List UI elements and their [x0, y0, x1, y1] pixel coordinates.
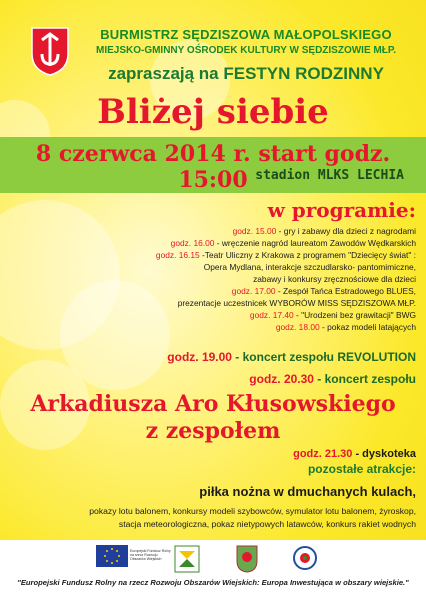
artist-line-1: Arkadiusza Aro Kłusowskiego — [30, 391, 396, 417]
program-item-time: godz. 16.00 — [170, 238, 215, 248]
attractions-line-1: pokazy lotu balonem, konkursy modeli szybowców, symulator lotu balonem, żyroskop, — [89, 506, 416, 516]
program-item — [6, 226, 416, 237]
program-item-time: godz. 17.00 — [231, 286, 276, 296]
concert-1-time: godz. 19.00 — [167, 350, 232, 364]
eu-fund-text: Europejski Fundusz Rolny na rzecz Rozwoju Obszarów Wiejskich — [130, 549, 171, 561]
program-item-text: - pokaz modeli latających — [319, 322, 416, 332]
disco — [293, 448, 416, 460]
program-item-text: -Teatr Uliczny z Krakowa z programem "Dziecięcy świat" : — [199, 250, 416, 260]
program-item — [6, 238, 416, 249]
date-line: 8 czerwca 2014 r. start godz. 15:00 — [35, 141, 391, 193]
artist-line-2: z zespołem — [145, 418, 281, 444]
sponsor-logos — [0, 545, 426, 579]
invite-text: zapraszają na FESTYN RODZINNY — [108, 64, 384, 83]
program-item — [6, 322, 416, 333]
eu-flag-icon — [96, 545, 128, 569]
program-item-text: - "Urodzeni bez grawitacji" BWG — [293, 310, 416, 320]
program-item-time: godz. 18.00 — [275, 322, 320, 332]
disco-time: godz. 21.30 — [293, 448, 353, 460]
program-item — [6, 310, 416, 321]
other-attractions-heading: pozostałe atrakcje: — [307, 462, 416, 476]
program-item-text: - wręczenie nagród laureatom Zawodów Wędkarskich — [214, 238, 416, 248]
coorganizer-text: MIEJSKO-GMINNY OŚRODEK KULTURY W SĘDZISZOWIE MŁP. — [95, 45, 397, 56]
program-item-text: Opera Mydlana, interakcje szczudlarsko- pantomimiczne, — [203, 262, 416, 272]
program-item — [6, 286, 416, 297]
concert-1-text: - koncert zespołu REVOLUTION — [231, 350, 416, 364]
program-item-time: godz. 16.15 — [155, 250, 200, 260]
program-item-text: prezentacje uczestnicek WYBORÓW MISS SĘDZISZOWA MŁP. — [177, 298, 416, 308]
venue-text: stadion MLKS LECHIA — [255, 168, 404, 183]
program-item-time: godz. 17.40 — [249, 310, 294, 320]
concert-2-time: godz. 20.30 — [249, 372, 314, 386]
municipal-crest-icon — [236, 545, 258, 573]
program-heading: w programie: — [267, 198, 416, 222]
regional-logo-icon — [292, 545, 318, 573]
concert-1 — [6, 350, 416, 364]
disco-text: - dyskoteka — [352, 448, 416, 460]
program-item-text: - Zespół Tańca Estradowego BLUES, — [275, 286, 416, 296]
program-item — [6, 274, 416, 285]
football-text: piłka nożna w dmuchanych kulach, — [199, 484, 416, 499]
program-item — [6, 262, 416, 273]
event-title: Bliżej siebie — [97, 92, 329, 132]
artist-name — [0, 391, 426, 445]
program-item — [6, 298, 416, 309]
concert-2-text: - koncert zespołu — [313, 372, 416, 386]
program-item-text: zabawy i konkursy zręcznościowe dla dzieci — [253, 274, 416, 284]
leader-logo-icon — [174, 545, 200, 573]
program-item-time: godz. 15.00 — [232, 226, 277, 236]
funding-caption: "Europejski Fundusz Rolny na rzecz Rozwoju Obszarów Wiejskich: Europa Inwestująca w obszary wiejskie." — [17, 578, 409, 587]
organizer-text: BURMISTRZ SĘDZISZOWA MAŁOPOLSKIEGO — [100, 27, 392, 42]
program-item-text: - gry i zabawy dla dzieci z nagrodami — [276, 226, 416, 236]
program-item — [6, 250, 416, 261]
attractions-line-2: stacja meteorologiczna, pokaz nietypowych latawców, konkurs rakiet wodnych — [118, 519, 416, 529]
coat-of-arms-icon — [30, 26, 70, 76]
concert-2 — [6, 372, 416, 386]
